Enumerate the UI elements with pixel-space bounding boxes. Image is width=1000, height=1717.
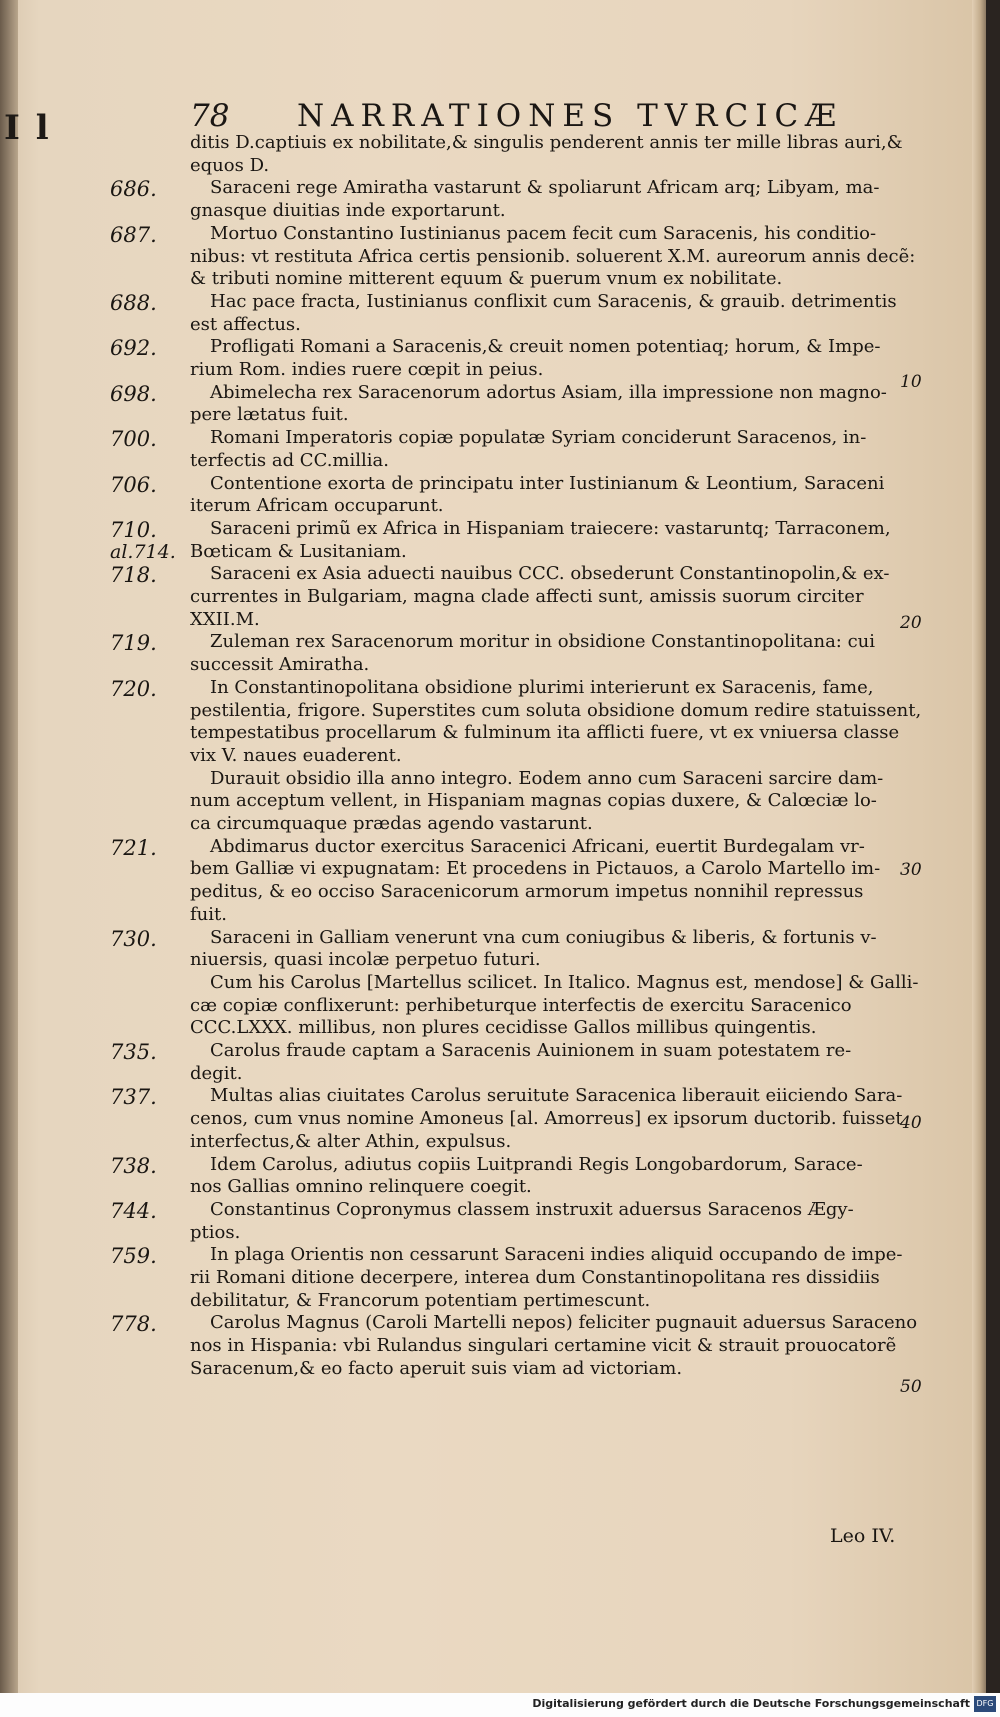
year-marker: 720. xyxy=(110,676,157,701)
text-line: Durauit obsidio illa anno integro. Eodem anno cum Saraceni sarcire dam- xyxy=(210,767,884,789)
text-line: ditis D.captiuis ex nobilitate,& singulis penderent annis ter mille libras auri,& xyxy=(190,132,903,153)
text-line: Saraceni primũ ex Africa in Hispaniam traiecere: vastaruntq; Tarraconem, xyxy=(210,517,891,539)
entry-text xyxy=(190,291,912,336)
line-number: 10 xyxy=(900,372,922,392)
text-line: Mortuo Constantino Iustinianus pacem fecit cum Saracenis, his conditio- xyxy=(210,222,877,244)
year-marker: 719. xyxy=(110,631,157,656)
line-number: 50 xyxy=(900,1377,922,1397)
digitization-footer xyxy=(0,1693,1000,1717)
text-line: nos Gallias omnino relinquere coegit. xyxy=(190,1176,532,1198)
text-line: tempestatibus procellarum & fulminum ita afflicti fuere, vt ex vniuersa classe xyxy=(190,722,900,744)
year-marker: 710. xyxy=(110,517,157,542)
text-line: Contentione exorta de principatu inter Iustinianum & Leontium, Saraceni xyxy=(210,472,885,494)
margin-fragment: I l xyxy=(4,108,51,148)
text-line: pestilentia, frigore. Superstites cum soluta obsidione domum redire statuissent, xyxy=(190,699,922,721)
year-marker: 687. xyxy=(110,222,157,247)
text-line: Saraceni ex Asia aduecti nauibus CCC. obsederunt Constantinopolin,& ex- xyxy=(210,563,890,585)
text-line: fuit. xyxy=(190,903,227,925)
text-line: Saracenum,& eo facto aperuit suis viam ad victoriam. xyxy=(190,1357,683,1379)
year-marker: 721. xyxy=(110,835,157,860)
text-line: ca circumquaque prædas agendo vastarunt. xyxy=(190,813,593,834)
entry-text xyxy=(190,473,912,518)
text-line: gnasque diuitias inde exportarunt. xyxy=(190,200,506,222)
text-line: peditus, & eo occiso Saracenicorum armorum impetus nonnihil repressus xyxy=(190,881,864,903)
entry-text xyxy=(190,1154,912,1199)
entry-text xyxy=(190,971,919,1040)
text-line: Cum his Carolus [Martellus scilicet. In Italico. Magnus est, mendose] & Galli- xyxy=(210,971,919,993)
text-line: rii Romani ditione decerpere, interea dum Constantinopolitana res dissidiis xyxy=(190,1267,880,1288)
text-line: niuersis, quasi incolæ perpetuo futuri. xyxy=(190,949,541,971)
text-line: bem Galliæ vi expugnatam: Et procedens in Pictauos, a Carolo Martello im- xyxy=(190,858,881,880)
text-line: CCC.LXXX. millibus, non plures cecidisse Gallos millibus quingentis. xyxy=(190,1017,817,1039)
text-line: Abdimarus ductor exercitus Saracenici Africani, euertit Burdegalam vr- xyxy=(210,835,865,857)
entry-text xyxy=(190,1085,912,1153)
entry-text xyxy=(190,177,912,222)
entry-text xyxy=(190,382,912,427)
text-line: Bœticam & Lusitaniam. xyxy=(190,540,407,562)
entry-text xyxy=(190,631,912,676)
text-line: Zuleman rex Saracenorum moritur in obsidione Constantinopolitana: cui xyxy=(210,631,876,653)
text-line: nibus: vt restituta Africa certis pensionib. soluerent X.M. aureorum annis decẽ: xyxy=(190,245,916,267)
text-line: nos in Hispania: vbi Rulandus singulari certamine vicit & strauit prouocatorẽ xyxy=(190,1335,897,1357)
line-number: 40 xyxy=(900,1113,922,1133)
text-line: degit. xyxy=(190,1062,243,1084)
text-line: Constantinus Copronymus classem instruxit aduersus Saracenos Ægy- xyxy=(210,1198,854,1220)
entry-text xyxy=(190,222,916,291)
text-line: Saraceni rege Amiratha vastarunt & spoliarunt Africam arq; Libyam, ma- xyxy=(210,177,880,199)
entry-text xyxy=(190,927,912,972)
text-line: Romani Imperatoris copiæ populatæ Syriam conciderunt Saracenos, in- xyxy=(210,427,867,449)
year-marker: 744. xyxy=(110,1198,157,1223)
year-marker: 698. xyxy=(110,381,157,406)
entry-text xyxy=(190,427,912,472)
entry-text xyxy=(190,132,912,177)
entry-text xyxy=(190,336,912,381)
line-number: 30 xyxy=(900,860,922,880)
year-marker: 706. xyxy=(110,472,157,497)
text-line: ptios. xyxy=(190,1221,241,1243)
entry-text xyxy=(190,563,912,631)
text-line: currentes in Bulgariam, magna clade affecti sunt, amissis suorum circiter xyxy=(190,586,864,607)
year-marker: 738. xyxy=(110,1153,157,1178)
text-line: In Constantinopolitana obsidione plurimi interierunt ex Saracenis, fame, xyxy=(210,676,874,698)
text-line: terfectis ad CC.millia. xyxy=(190,449,389,471)
entry-text xyxy=(190,1312,918,1380)
entry-text xyxy=(190,518,912,563)
entry-text xyxy=(190,1040,912,1085)
year-marker: 737. xyxy=(110,1085,157,1110)
year-marker: 730. xyxy=(110,926,157,951)
text-line: Profligati Romani a Saracenis,& creuit nomen potentiaq; horum, & Impe- xyxy=(210,336,881,358)
text-line: vix V. naues euaderent. xyxy=(190,744,402,766)
text-line: iterum Africam occuparunt. xyxy=(190,495,444,517)
year-marker: 778. xyxy=(110,1312,157,1337)
funding-credit: Digitalisierung gefördert durch die Deutsche Forschungsgemeinschaft xyxy=(532,1697,970,1710)
year-marker: 700. xyxy=(110,427,157,452)
text-line: Abimelecha rex Saracenorum adortus Asiam, illa impressione non magno- xyxy=(210,381,887,403)
dfg-logo: DFG xyxy=(974,1696,996,1712)
text-line: pere lætatus fuit. xyxy=(190,404,349,426)
page-binding xyxy=(0,0,18,1693)
page-number: 78 xyxy=(190,98,230,134)
entry-text xyxy=(190,676,922,768)
text-line: Saraceni in Galliam venerunt vna cum coniugibus & liberis, & fortunis v- xyxy=(210,926,877,948)
year-marker: 692. xyxy=(110,336,157,361)
text-line: cenos, cum vnus nomine Amoneus [al. Amorreus] ex ipsorum ductorib. fuisset xyxy=(190,1108,903,1130)
text-line: Hac pace fracta, Iustinianus conflixit cum Saracenis, & grauib. detrimentis xyxy=(210,290,897,312)
line-number: 20 xyxy=(900,613,922,633)
year-marker: 759. xyxy=(110,1244,157,1269)
text-line: XXII.M. xyxy=(190,608,260,630)
text-line: interfectus,& alter Athin, expulsus. xyxy=(190,1130,512,1152)
entry-text xyxy=(190,836,912,927)
alt-year-marker: al.714. xyxy=(110,540,176,563)
running-title: NARRATIONES TVRCICÆ xyxy=(297,98,844,134)
entry-text xyxy=(190,768,912,836)
text-line: num acceptum vellent, in Hispaniam magnas copias duxere, & Calœciæ lo- xyxy=(190,790,877,812)
text-line: est affectus. xyxy=(190,313,301,335)
text-line: cæ copiæ conflixerunt: perhibeturque interfectis de exercitu Saracenico xyxy=(190,994,852,1016)
text-line: Carolus fraude captam a Saracenis Auinionem in suam potestatem re- xyxy=(210,1040,852,1061)
text-line: debilitatur, & Francorum potentiam pertimescunt. xyxy=(190,1289,651,1311)
page-edge xyxy=(972,0,986,1693)
year-marker: 686. xyxy=(110,177,157,202)
entry-text xyxy=(190,1244,912,1312)
year-marker: 735. xyxy=(110,1040,157,1064)
year-marker: 718. xyxy=(110,563,157,588)
text-line: equos D. xyxy=(190,154,270,176)
text-line: Idem Carolus, adiutus copiis Luitprandi Regis Longobardorum, Sarace- xyxy=(210,1153,863,1175)
text-line: rium Rom. indies ruere cœpit in peius. xyxy=(190,359,544,380)
text-line: Multas alias ciuitates Carolus seruitute Saracenica liberauit eiiciendo Sara- xyxy=(210,1085,903,1107)
text-line: Carolus Magnus (Caroli Martelli nepos) feliciter pugnauit aduersus Saraceno xyxy=(210,1312,918,1334)
catchword: Leo IV. xyxy=(830,1525,896,1547)
text-line: & tributi nomine mitterent equum & puerum vnum ex nobilitate. xyxy=(190,268,783,290)
text-line: In plaga Orientis non cessarunt Saraceni indies aliquid occupando de impe- xyxy=(210,1244,903,1266)
entry-text xyxy=(190,1199,912,1244)
text-line: successit Amiratha. xyxy=(190,654,370,676)
year-marker: 688. xyxy=(110,290,157,315)
